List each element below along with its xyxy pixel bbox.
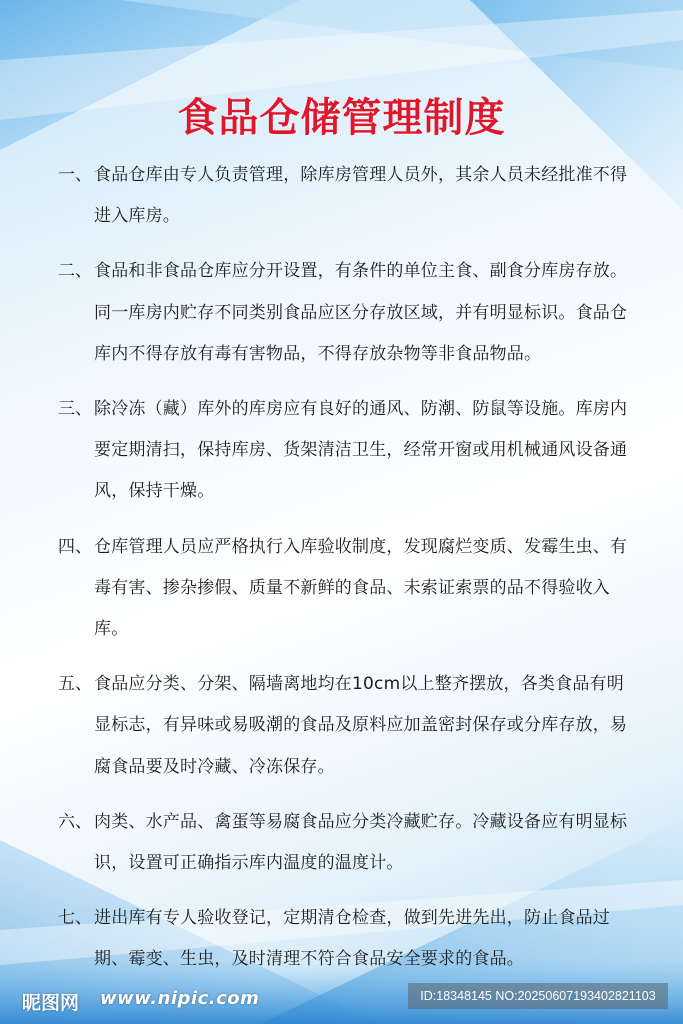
rule-item xyxy=(58,898,638,980)
rule-number: 二、 xyxy=(58,261,92,282)
rule-item xyxy=(58,155,638,237)
rule-text: 食品和非食品仓库应分开设置，有条件的单位主食、副食分库房存放。同一库房内贮存不同类别食品应区分存放区域，并有明显标识。食品仓库内不得存放有毒有害物品，不得存放杂物等非食品物品。 xyxy=(94,261,628,364)
rule-number: 一、 xyxy=(58,165,92,185)
rule-text: 除冷冻（藏）库外的库房应有良好的通风、防潮、防鼠等设施。库房内要定期清扫，保持库房、货架清洁卫生，经常开窗或用机械通风设备通风，保持干燥。 xyxy=(94,399,628,502)
watermark-id: ID:18348145 NO:20250607193402821103 xyxy=(408,983,668,1009)
rule-text: 肉类、水产品、禽蛋等易腐食品应分类冷藏贮存。冷藏设备应有明显标识，设置可正确指示库内温度的温度计。 xyxy=(94,811,628,874)
rule-text: 食品仓库由专人负责管理，除库房管理人员外，其余人员未经批准不得进入库房。 xyxy=(94,165,628,227)
watermark-logo: 昵图网 xyxy=(22,992,80,1014)
rule-text: 食品应分类、分架、隔墙离地均在10cm以上整齐摆放，各类食品有明显标志，有异味或易吸潮的食品及原料应加盖密封保存或分库存放，易腐食品要及时冷藏、冷冻保存。 xyxy=(94,674,628,777)
rule-number: 四、 xyxy=(58,536,92,557)
rule-number: 三、 xyxy=(58,399,92,420)
rule-item xyxy=(58,802,638,884)
rule-number: 七、 xyxy=(58,908,92,929)
watermark-url: www.nipic.com xyxy=(100,988,260,1009)
rule-item xyxy=(58,251,638,375)
rule-number: 六、 xyxy=(58,811,92,832)
rule-item xyxy=(58,664,638,788)
poster-title: 食品仓储管理制度 xyxy=(177,95,506,141)
rule-item xyxy=(58,389,638,513)
rules-list xyxy=(58,155,638,995)
rule-item xyxy=(58,527,638,651)
rule-text: 仓库管理人员应严格执行入库验收制度，发现腐烂变质、发霉生虫、有毒有害、掺杂掺假、质量不新鲜的食品、未索证索票的品不得验收入库。 xyxy=(94,536,628,640)
rule-number: 五、 xyxy=(58,674,92,695)
rule-text: 进出库有专人验收登记，定期清仓检查，做到先进先出，防止食品过期、霉变、生虫，及时清理不符合食品安全要求的食品。 xyxy=(94,908,610,970)
